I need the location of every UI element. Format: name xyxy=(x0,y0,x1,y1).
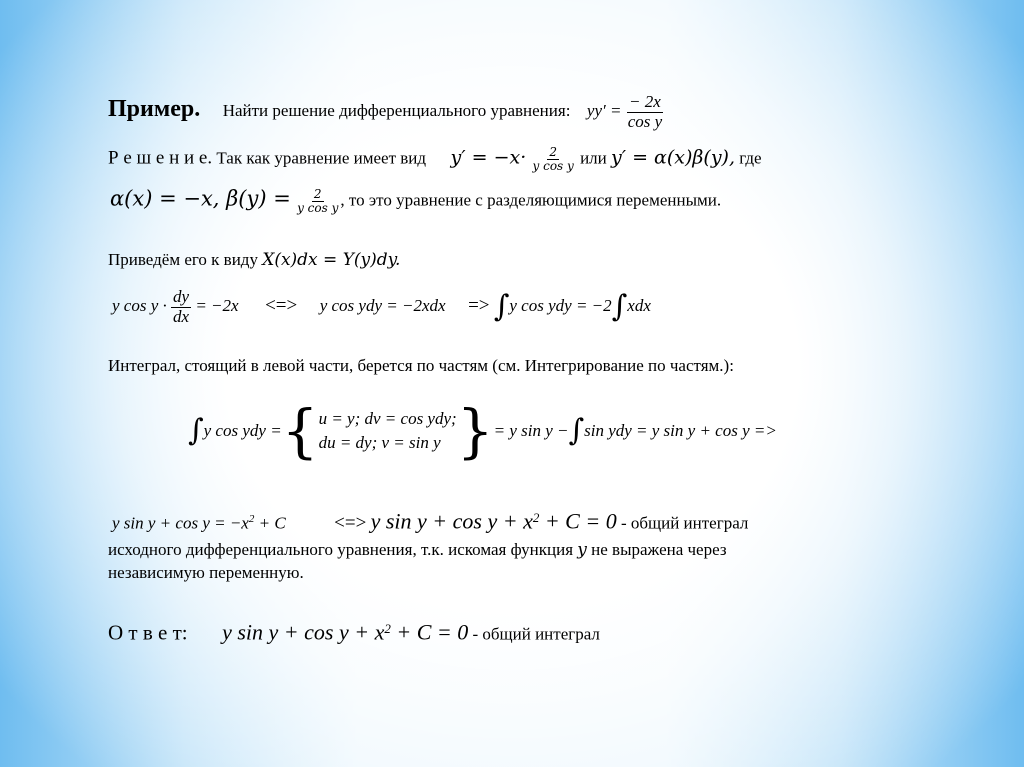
solution-eq2: y′ = α(x)β(y), xyxy=(611,146,736,169)
answer-eq: y sin y + cos y + x xyxy=(222,619,385,645)
parts-rhs2: sin ydy = y sin y + cos y => xyxy=(584,421,777,440)
left-brace: { xyxy=(281,397,319,465)
parts-system xyxy=(319,407,457,455)
beta-num: 2 xyxy=(313,187,322,201)
step-a-rhs: = −2x xyxy=(195,296,239,316)
arrow-implies-1: => xyxy=(468,295,490,317)
integral-sign: ∫ xyxy=(188,413,204,448)
reduce-formula: X(x)dx = Y(y)dy. xyxy=(262,250,401,270)
solution-or: или xyxy=(580,148,607,168)
example-eq-lhs: yy′ = xyxy=(586,101,622,121)
example-eq-num: − 2x xyxy=(629,92,661,111)
integral-sign: ∫ xyxy=(611,289,628,325)
integral-sign: ∫ xyxy=(568,413,585,448)
parts-lhs: y cos ydy = xyxy=(203,421,282,440)
example-eq-fraction xyxy=(626,93,664,131)
example-heading: Пример. xyxy=(108,96,201,123)
step-c2: xdx xyxy=(627,296,651,316)
general-eq-tail: + C = 0 xyxy=(539,508,617,534)
answer-desc: - общий интеграл xyxy=(472,624,600,644)
arrow-equiv-2: <=> xyxy=(334,512,367,534)
general-line2 xyxy=(108,540,727,560)
general-eq: y sin y + cos y + x xyxy=(370,508,533,534)
step-a-num: dy xyxy=(173,287,190,306)
solution-text1: Так как уравнение имеет вид xyxy=(216,148,427,168)
parts-row1: u = y; dv = cos ydy; xyxy=(318,409,457,428)
square-exp: 2 xyxy=(248,513,255,525)
parts-rhs1: = y sin y − xyxy=(493,421,569,440)
step-c: y cos ydy = −2 xyxy=(509,296,612,316)
solution-line xyxy=(108,146,762,173)
example-eq-den: cos y xyxy=(627,111,663,131)
alpha-beta-text: , то это уравнение с разделяющимися переменными. xyxy=(340,190,722,210)
solution-label: Р е ш е н и е. xyxy=(108,147,213,169)
general-desc: - общий интеграл xyxy=(620,513,749,533)
general-line xyxy=(112,508,748,534)
alpha-beta-eq: α(x) = −x, β(y) = xyxy=(110,186,291,211)
solution-eq1-den: y cos y xyxy=(532,159,574,174)
solution-eq1-fraction xyxy=(531,146,576,173)
square-exp: 2 xyxy=(532,510,540,525)
step-b: y cos ydy = −2xdx xyxy=(319,296,446,316)
parts-formula xyxy=(188,397,777,465)
example-line xyxy=(108,93,664,131)
general-line2b: не выражена через xyxy=(591,540,727,559)
solution-where: где xyxy=(739,148,762,168)
answer-label: О т в е т: xyxy=(108,620,188,645)
general-line2a: исходного дифференциального уравнения, т.к. искомая функция xyxy=(108,540,574,559)
step-a-fraction xyxy=(171,288,191,326)
answer-eq-tail: + C = 0 xyxy=(390,619,469,645)
step-a-lhs: y cos y · xyxy=(112,296,167,316)
steps-line xyxy=(112,288,651,326)
integral-sign: ∫ xyxy=(493,289,510,325)
parts-row2: du = dy; v = sin y xyxy=(318,433,441,452)
arrow-equiv-1: <=> xyxy=(265,295,298,317)
beta-den: y cos y xyxy=(297,201,339,216)
solution-eq1-num: 2 xyxy=(549,145,557,159)
right-brace: } xyxy=(456,397,494,465)
reduce-text: Приведём его к виду xyxy=(108,250,258,269)
example-task: Найти решение дифференциального уравнения: xyxy=(222,101,571,121)
reduce-line xyxy=(108,250,400,270)
solution-eq1-lhs: y′ = −x· xyxy=(450,146,527,169)
general-lhs: y sin y + cos y = −x xyxy=(112,513,249,533)
square-exp: 2 xyxy=(384,621,391,636)
answer-line xyxy=(108,619,600,645)
step-a-den: dx xyxy=(173,306,190,326)
general-lhs-tail: + C xyxy=(254,513,286,533)
alpha-beta-line xyxy=(110,188,721,215)
beta-fraction xyxy=(295,188,340,215)
general-line2-var: y xyxy=(577,540,587,560)
general-line3: независимую переменную. xyxy=(108,563,304,582)
parts-text: Интеграл, стоящий в левой части, берется по частям (см. Интегрирование по частям.): xyxy=(108,356,734,375)
